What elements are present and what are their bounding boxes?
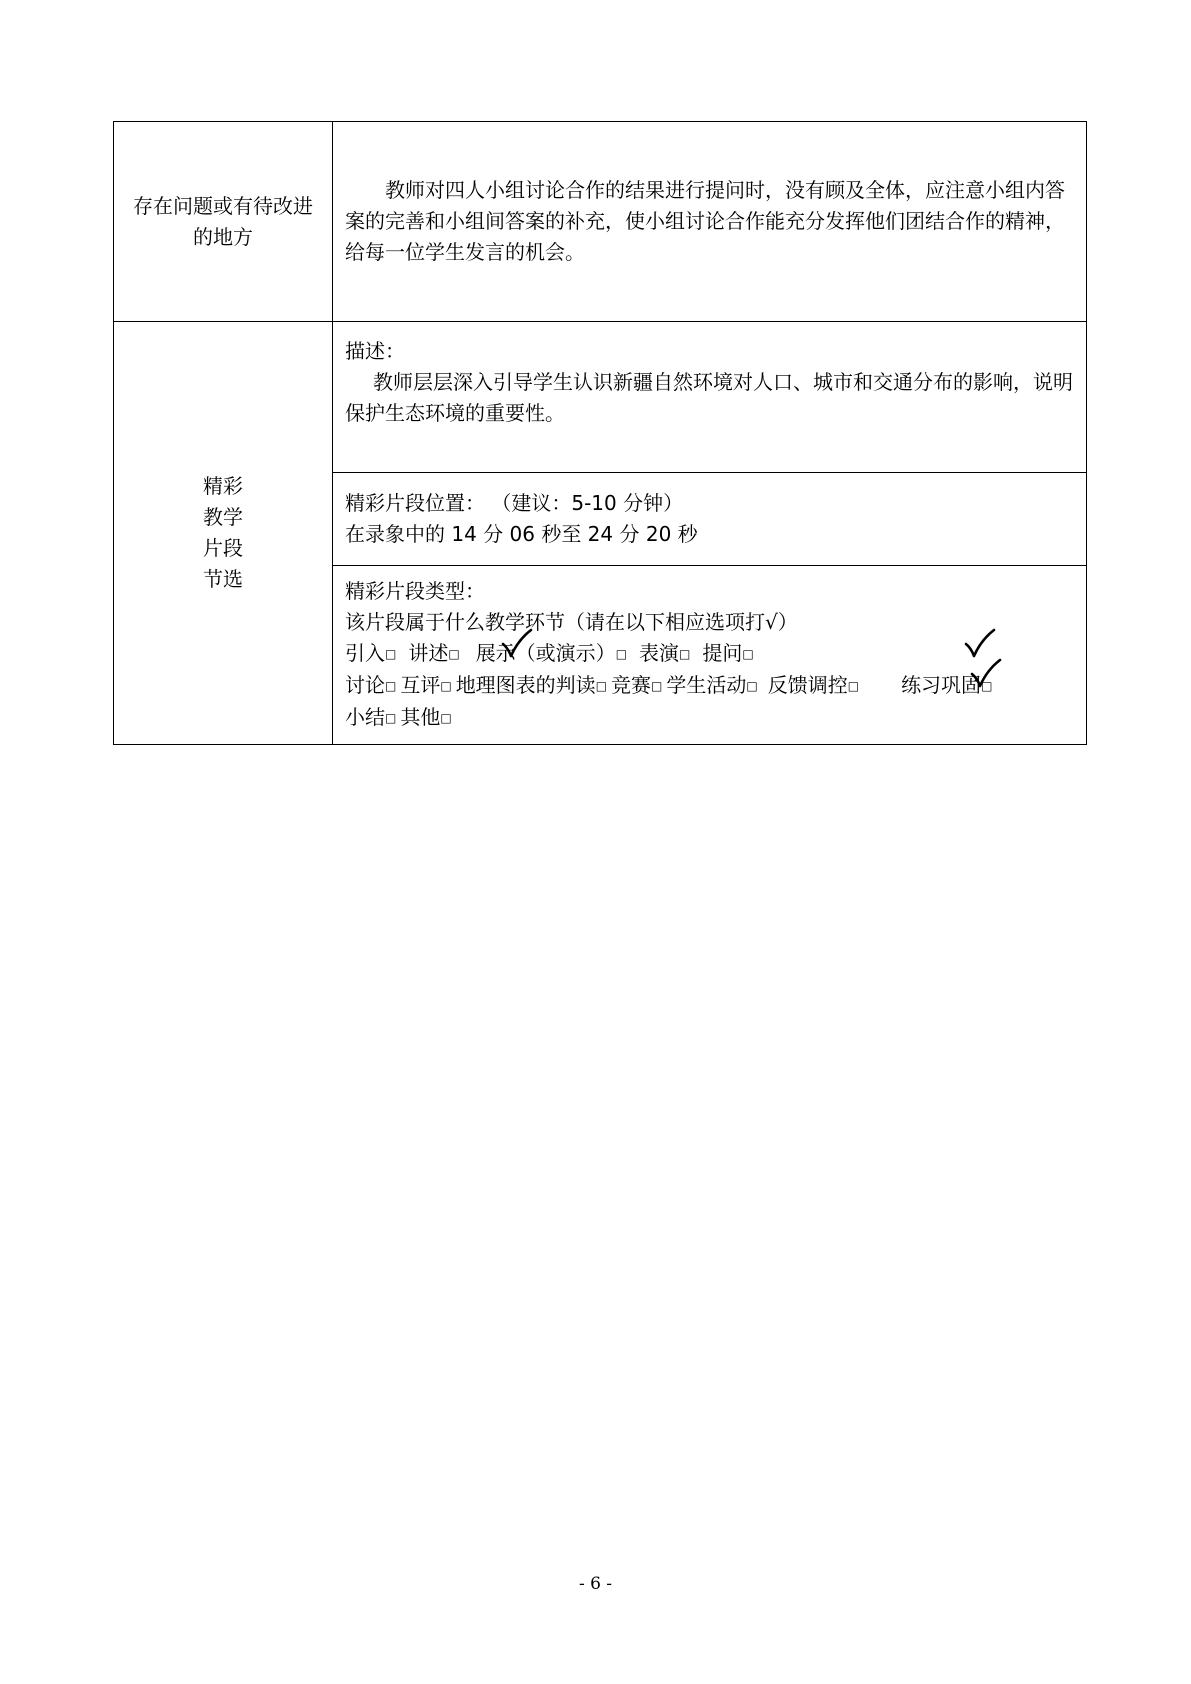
option-options_line2-1[interactable]	[400, 670, 451, 702]
options-line-2	[345, 670, 1074, 702]
option-label: 互评	[400, 673, 441, 697]
option-label: 讲述	[408, 641, 449, 665]
description-heading: 描述：	[345, 339, 405, 363]
option-options_line1-0[interactable]	[345, 638, 396, 670]
highlight-label-line-2: 教学	[203, 505, 243, 529]
option-options_line1-1[interactable]	[408, 638, 459, 670]
option-label: 讨论	[345, 673, 385, 697]
checkbox-icon[interactable]: □	[448, 647, 460, 661]
type-question: 该片段属于什么教学环节（请在以下相应选项打√）	[345, 610, 798, 634]
row-improvement	[114, 122, 1087, 322]
option-options_line1-3[interactable]	[639, 638, 690, 670]
checkbox-icon[interactable]: □	[385, 679, 397, 693]
checkbox-icon[interactable]: □	[679, 647, 691, 661]
improvement-text-cell	[333, 122, 1087, 322]
description-text: 教师层层深入引导学生认识新疆自然环境对人口、城市和交通分布的影响，说明保护生态环境的重要性。	[345, 370, 1073, 425]
option-options_line2-5[interactable]	[768, 670, 859, 702]
type-heading: 精彩片段类型：	[345, 579, 485, 603]
improvement-text: 教师对四人小组讨论合作的结果进行提问时，没有顾及全体，应注意小组内答案的完善和小组间答案的补充，使小组讨论合作能充分发挥他们团结合作的精神，给每一位学生发言的机会。	[345, 178, 1065, 264]
checkbox-icon[interactable]: □	[615, 647, 628, 661]
option-options_line2-3[interactable]	[611, 670, 662, 702]
option-options_line1-4[interactable]	[702, 638, 753, 670]
option-label: 小结	[345, 705, 385, 729]
option-options_line1-2[interactable]	[476, 638, 627, 670]
option-label: 学生活动	[666, 673, 747, 697]
evaluation-table	[113, 121, 1087, 745]
description-cell	[333, 322, 1087, 473]
option-options_line2-2[interactable]	[456, 670, 607, 702]
option-options_line2-0[interactable]	[345, 670, 396, 702]
highlight-label-line-3: 片段	[203, 536, 243, 560]
options-line-1	[345, 638, 1074, 670]
option-label: 地理图表的判读	[455, 673, 596, 697]
option-label: 提问	[702, 641, 743, 665]
options-line-3	[345, 702, 1074, 734]
highlight-label-cell	[114, 322, 333, 745]
checkbox-icon[interactable]: □	[981, 679, 993, 693]
checkbox-icon[interactable]: □	[651, 679, 663, 693]
option-options_line3-0[interactable]	[345, 702, 396, 734]
checkbox-icon[interactable]: □	[440, 711, 452, 725]
type-cell	[333, 566, 1087, 745]
option-label: 练习巩固	[901, 673, 982, 697]
highlight-label-line-4: 节选	[203, 567, 243, 591]
option-label: 其他	[400, 705, 441, 729]
page-number: - 6 -	[578, 1574, 613, 1594]
option-label: 引入	[345, 641, 385, 665]
improvement-label: 存在问题或有待改进的地方	[133, 193, 313, 249]
option-label: 表演	[639, 641, 680, 665]
checkbox-icon[interactable]: □	[746, 679, 758, 693]
option-label: 展示（或演示）	[475, 641, 616, 665]
improvement-label-cell	[114, 122, 333, 322]
checkbox-icon[interactable]: □	[385, 711, 397, 725]
option-options_line2-6[interactable]	[901, 670, 992, 702]
option-label: 竞赛	[611, 673, 652, 697]
checkbox-icon[interactable]: □	[847, 679, 860, 693]
position-text: 在录象中的 14 分 06 秒至 24 分 20 秒	[345, 522, 698, 546]
checkbox-icon[interactable]: □	[595, 679, 608, 693]
highlight-label-line-1: 精彩	[203, 474, 243, 498]
checkbox-icon[interactable]: □	[385, 647, 397, 661]
checkbox-icon[interactable]: □	[742, 647, 754, 661]
row-description	[114, 322, 1087, 473]
option-options_line3-1[interactable]	[400, 702, 451, 734]
option-options_line2-4[interactable]	[666, 670, 757, 702]
option-label: 反馈调控	[767, 673, 848, 697]
position-cell	[333, 473, 1087, 566]
checkbox-icon[interactable]: □	[440, 679, 452, 693]
position-heading: 精彩片段位置： （建议：5-10 分钟）	[345, 491, 684, 515]
